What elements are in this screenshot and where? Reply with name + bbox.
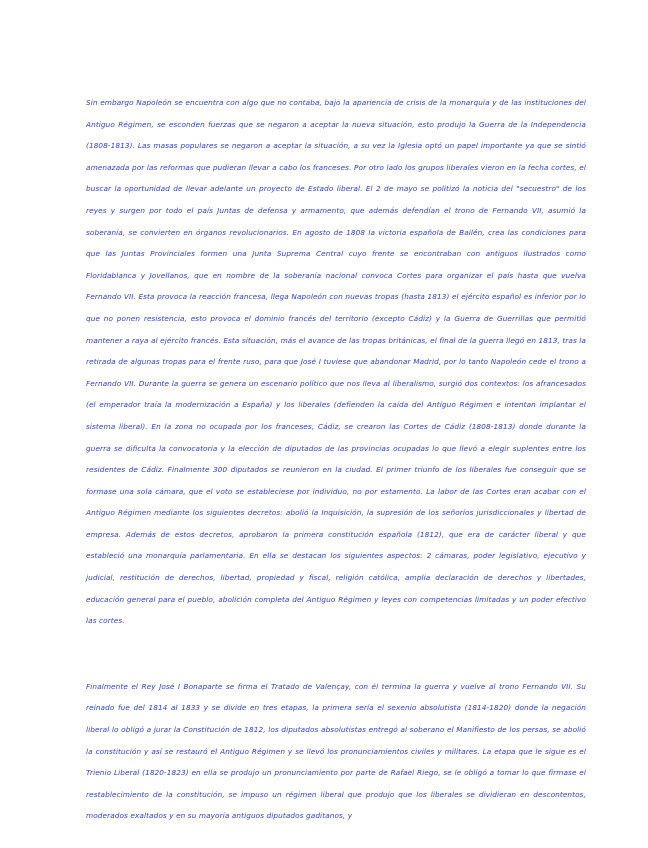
- paragraph-2: Finalmente el Rey José I Bonaparte se firma el Tratado de Valençay, con él termina la guerra y vuelve al trono Fernando VII. Su reinado fue del 1814 al 1833 y se divide en tres etapas, la primera sería el sexenio absolutista (1814-1820) donde la negación liberal lo obligó a jurar la Constitución de 1812, los diputados absolutistas entregó al soberano el Manifiesto de los persas, se abolió la constitución y así se restauró el Antiguo Régimen y se llevó los pronunciamientos civiles y militares. La etapa que le sigue es el Trienio Liberal (1820-1823) en ella se produjo un pronunciamiento por parte de Rafael Riego, se le obligó a tomar lo que firmase el restablecimiento de la constitución, se impuso un régimen liberal que produjo que los liberales se dividieran en descontentos, moderados exaltados y en su mayoría antiguos diputados gaditanos, y: [86, 681, 586, 821]
- paragraph-1: Sin embargo Napoleón se encuentra con algo que no contaba, bajo la apariencia de crisis de la monarquía y de las instituciones del Antiguo Régimen, se esconden fuerzas que se negaron a aceptar la nueva situación, esto produjo la Guerra de la Independencia (1808-1813). Las masas populares se negaron a aceptar la situación, a su vez la Iglesia optó un papel importante ya que se sintió amenazada por las reformas que pudieran llevar a cabo los franceses. Por otro lado los grupos liberales vieron en la fecha cortes, el buscar la oportunidad de llevar adelante un proyecto de Estado liberal. El 2 de mayo se politizó la noticia del "secuestro" de los reyes y surgen por todo el país Juntas de defensa y armamento, que además defendían el trono de Fernando VII, asumió la soberanía, se convierten en órganos revolucionarios. En agosto de 1808 la victoria española de Bailén, crea las condiciones para que las Juntas Provinciales formen una Junta Suprema Central cuyo frente se encontraban con antiguos ilustrados como Floridablanca y Jovellanos, que en nombre de la soberanía nacional convoca Cortes para organizar el país hasta que vuelva Fernando VII. Esta provoca la reacción francesa, llega Napoleón con nuevas tropas (hasta 1813) el ejército español es inferior por lo que no ponen resistencia, esto provoca el dominio francés del territorio (excepto Cádiz) y la Guerra de Guerrillas que permitió mantener a raya al ejército francés. Esta situación, más el avance de las tropas británicas, el final de la guerra llegó en 1813, tras la retirada de algunas tropas para el frente ruso, para que José I tuviese que abandonar Madrid, por lo tanto Napoleón cede el trono a Fernando VII. Durante la guerra se genera un escenario político que nos lleva al liberalismo, surgió dos contextos: los afrancesados (el emperador traía la modernización a España) y los liberales (defienden la caída del Antiguo Régimen e intentan implantar el sistema liberal). En la zona no ocupada por los franceses, Cádiz, se crearon las Cortes de Cádiz (1808-1813) donde durante la guerra se dificulta la convocatoria y la elección de diputados de las provincias ocupadas lo que llevó a elegir suplentes entre los residentes de Cádiz. Finalmente 300 diputados se reunieron en la ciudad. El primer triunfo de los liberales fue conseguir que se formase una sola cámara, que el voto se estableciese por individuo, no por estamento. La labor de las Cortes eran acabar con el Antiguo Régimen mediante los siguientes decretos: abolió la Inquisición, la supresión de los señoríos jurisdiccionales y libertad de empresa. Además de estos decretos, aprobaron la primera constitución española (1812), que era de carácter liberal y que estableció una monarquía parlamentaria. En ella se destacan los siguientes aspectos: 2 cámaras, poder legislativo, ejecutivo y judicial, restitución de derechos, libertad, propiedad y fiscal, religión católica, amplia declaración de derechos y libertades, educación general para el pueblo, abolición completa del Antiguo Régimen y leyes con competencias limitadas y un poder efectivo las cortes.: [86, 98, 586, 626]
